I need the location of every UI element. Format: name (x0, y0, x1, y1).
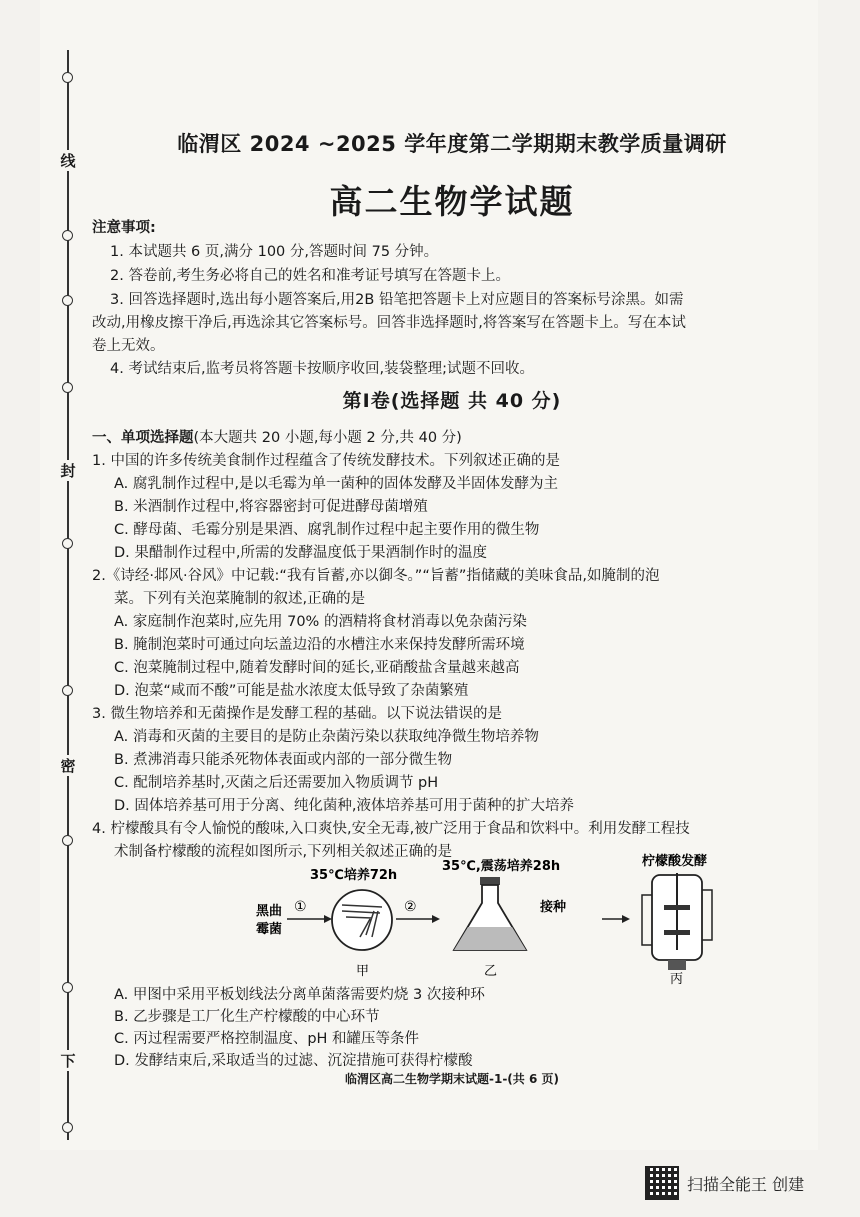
diagram-condition-jia: 35℃培养72h (310, 868, 398, 883)
question-option: B. 米酒制作过程中,将容器密封可促进酵母菌增殖 (114, 499, 428, 515)
diagram-arrowhead (432, 915, 440, 923)
question-stem: 4. 柠檬酸具有令人愉悦的酸味,入口爽快,安全无毒,被广泛用于食品和饮料中。利用发酵工程技 (92, 821, 690, 837)
question-stem: 术制备柠檬酸的流程如图所示,下列相关叙述正确的是 (114, 844, 453, 860)
notice-item: 2. 答卷前,考生务必将自己的姓名和准考证号填写在答题卡上。 (110, 268, 511, 284)
notice-item: 3. 回答选择题时,选出每小题答案后,用2B 铅笔把答题卡上对应题目的答案标号涂黑。如需 (110, 292, 684, 308)
notice-heading: 注意事项: (92, 220, 156, 236)
flask-stopper (480, 877, 500, 885)
question-option: D. 发酵结束后,采取适当的过滤、沉淀措施可获得柠檬酸 (114, 1053, 473, 1069)
binding-char: 线 (56, 150, 80, 171)
diagram-inoculate-label: 接种 (540, 900, 567, 915)
question-stem: 1. 中国的许多传统美食制作过程蕴含了传统发酵技术。下列叙述正确的是 (92, 453, 560, 469)
notice-item: 改动,用橡皮擦干净后,再选涂其它答案标号。回答非选择题时,将答案写在答题卡上。写在本试 (92, 315, 686, 331)
binding-char: 下 (56, 1050, 80, 1071)
question-option: C. 丙过程需要严格控制温度、pH 和罐压等条件 (114, 1031, 420, 1047)
question-stem: 菜。下列有关泡菜腌制的叙述,正确的是 (114, 591, 366, 607)
notice-item: 1. 本试题共 6 页,满分 100 分,答题时间 75 分钟。 (110, 244, 439, 260)
qr-code-icon (645, 1166, 679, 1200)
diagram-source-label: 霉菌 (256, 922, 283, 937)
question-option: C. 泡菜腌制过程中,随着发酵时间的延长,亚硝酸盐含量越来越高 (114, 660, 520, 676)
binding-hole (62, 382, 73, 393)
section-title: 第Ⅰ卷(选择题 共 40 分) (342, 390, 562, 412)
question-option: A. 家庭制作泡菜时,应先用 70% 的酒精将食材消毒以免杂菌污染 (114, 614, 527, 630)
diagram-arrowhead (622, 915, 630, 923)
part-description: (本大题共 20 小题,每小题 2 分,共 40 分) (193, 430, 462, 446)
diagram-label-bing: 丙 (670, 972, 684, 985)
binding-char: 密 (56, 755, 80, 776)
binding-hole (62, 1122, 73, 1133)
binding-hole (62, 72, 73, 83)
binding-hole (62, 835, 73, 846)
part-heading: 一、单项选择题 (92, 430, 194, 446)
question-option: B. 煮沸消毒只能杀死物体表面或内部的一部分微生物 (114, 752, 453, 768)
question-option: D. 泡菜“咸而不酸”可能是盐水浓度太低导致了杂菌繁殖 (114, 683, 469, 699)
question-option: B. 腌制泡菜时可通过向坛盖边沿的水槽注水来保持发酵所需环境 (114, 637, 525, 653)
question-option: A. 甲图中采用平板划线法分离单菌落需要灼烧 3 次接种环 (114, 987, 485, 1003)
binding-hole (62, 230, 73, 241)
exam-title: 临渭区 2024 ~2025 学年度第二学期期末教学质量调研 (177, 132, 727, 156)
fermenter-base (668, 960, 686, 970)
question-option: C. 酵母菌、毛霉分别是果酒、腐乳制作过程中起主要作用的微生物 (114, 522, 540, 538)
scanner-watermark (645, 1165, 804, 1201)
fermenter-block (602, 845, 802, 985)
diagram-label-yi: 乙 (484, 964, 498, 979)
diagram-step2-label: ② (404, 899, 417, 915)
page-footer: 临渭区高二生物学期末试题-1-(共 6 页) (345, 1072, 559, 1086)
question-option: D. 果醋制作过程中,所需的发酵温度低于果酒制作时的温度 (114, 545, 487, 561)
question-stem: 2.《诗经·邶风·谷风》中记载:“我有旨蓄,亦以御冬。”“旨蓄”指储藏的美味食品,如腌制的泡 (92, 568, 660, 584)
question-stem: 3. 微生物培养和无菌操作是发酵工程的基础。以下说法错误的是 (92, 706, 502, 722)
binding-vertical-line (67, 50, 69, 1140)
question-option: A. 消毒和灭菌的主要目的是防止杂菌污染以获取纯净微生物培养物 (114, 729, 539, 745)
binding-hole (62, 982, 73, 993)
binding-hole (62, 538, 73, 549)
binding-hole (62, 685, 73, 696)
fermenter-impeller (664, 930, 690, 935)
part-heading-line (92, 428, 462, 448)
binding-char: 封 (56, 460, 80, 481)
diagram-condition-yi: 35℃,震荡培养28h (442, 859, 561, 874)
notice-item: 卷上无效。 (92, 338, 165, 354)
diagram-step1-label: ① (294, 899, 307, 915)
question-option: B. 乙步骤是工厂化生产柠檬酸的中心环节 (114, 1009, 380, 1025)
fermenter-impeller (664, 905, 690, 910)
exam-subject: 高二生物学试题 (329, 182, 575, 221)
citric-acid-process-diagram (242, 845, 602, 985)
diagram-arrowhead (324, 915, 332, 923)
diagram-source-label: 黑曲 (256, 904, 283, 919)
diagram-label-jia: 甲 (356, 964, 370, 979)
question-option: C. 配制培养基时,灭菌之后还需要加入物质调节 pH (114, 775, 439, 791)
petri-dish-icon (332, 890, 392, 950)
diagram-ferment-label: 柠檬酸发酵 (642, 854, 708, 869)
notice-item: 4. 考试结束后,监考员将答题卡按顺序收回,装袋整理;试题不回收。 (110, 361, 535, 377)
binding-hole (62, 295, 73, 306)
scanner-text: 扫描全能王 创建 (687, 1174, 805, 1194)
binding-line (58, 50, 78, 1140)
question-option: A. 腐乳制作过程中,是以毛霉为单一菌种的固体发酵及半固体发酵为主 (114, 476, 558, 492)
question-option: D. 固体培养基可用于分离、纯化菌种,液体培养基可用于菌种的扩大培养 (114, 798, 574, 814)
